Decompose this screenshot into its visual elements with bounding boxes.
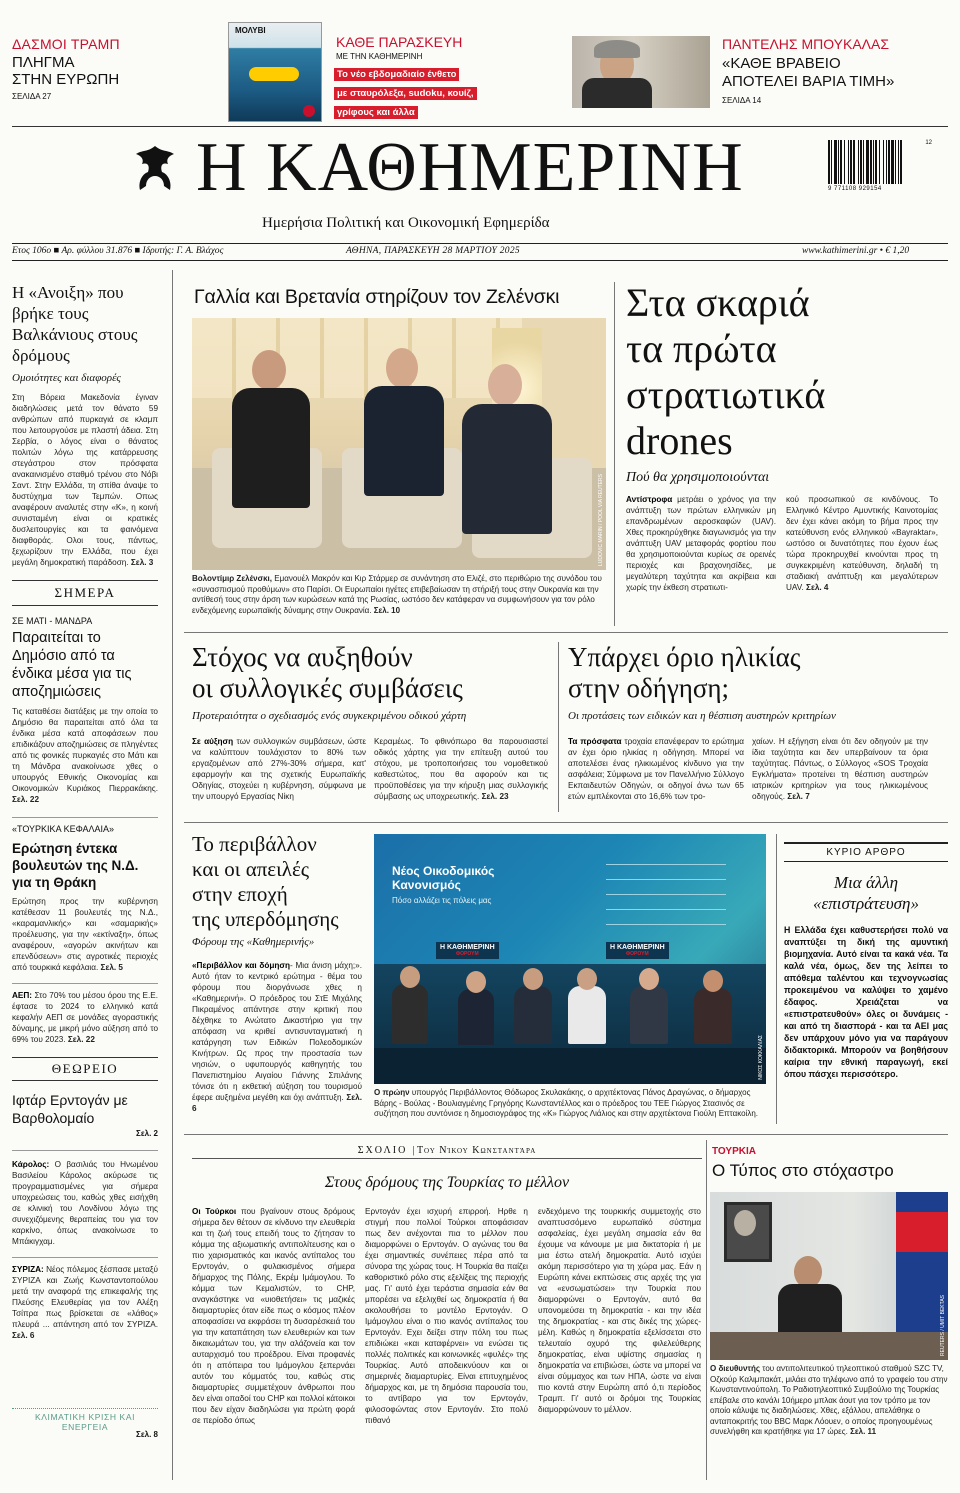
story-mati-title: Παραιτείται το Δημόσιο από τα ένδικα μέσα για τις αποζημιώσεις bbox=[12, 630, 132, 700]
barcode-bar bbox=[870, 140, 872, 184]
age-col-1: Τα πρόσφατα τροχαία επανέφεραν το ερώτημα αν έχει όριο ηλικίας η οδήγηση. Μπορεί να αποτελέσει ένας ηλικιωμένος κίνδυνο για την ασφάλεια; Σύμφωνα με τον Πανελλήνιο Σύλλογο Εκπαιδευτών Οδηγών, οι οδηγοί άνω των 65 ετών εμπλέκονται στο 16,6% των τρο- bbox=[568, 737, 744, 801]
environment-title-4: της υπερδόμησης bbox=[192, 907, 339, 931]
barcode bbox=[828, 140, 932, 196]
info-line-top bbox=[12, 243, 948, 244]
press-caption-lead: Ο διευθυντής bbox=[710, 1364, 761, 1373]
left-column-divider bbox=[172, 270, 173, 1480]
story-balkan-subtitle: Ομοιότητες και διαφορές bbox=[12, 372, 121, 384]
story-environment[interactable] bbox=[192, 832, 362, 1114]
story-mati[interactable] bbox=[12, 616, 158, 805]
environment-lead: «Περιβάλλον και δόμηση bbox=[192, 961, 290, 970]
contracts-divider bbox=[558, 642, 559, 812]
climate-footer[interactable] bbox=[12, 1408, 158, 1444]
drones-subtitle: Πού θα χρησιμοποιούνται bbox=[626, 470, 770, 485]
info-left: Ετος 106ο ■ Αρ. φύλλου 31.876 ■ Ιδρυτής: Γ. Α. Βλάχος bbox=[12, 246, 224, 256]
summit-photo-credit: LUDOVIC MARIN / POOL VIA REUTERS bbox=[598, 473, 604, 566]
contracts-subtitle: Προτεραιότητα ο σχεδιασμός ενός συγκεκριμένου οδικού χάρτη bbox=[192, 710, 467, 722]
commentary-label: ΣΧΟΛΙΟ bbox=[357, 1145, 408, 1156]
info-right[interactable]: www.kathimerini.gr • € 1,20 bbox=[802, 246, 910, 256]
forum-brand-2: Η ΚΑΘΗΜΕΡΙΝΗ ΦΟΡΟΥΜ bbox=[606, 942, 669, 959]
theory-header: ΘΕΩΡΕΙΟ bbox=[12, 1057, 158, 1081]
story-mati-kicker: ΣΕ ΜΑΤΙ - ΜΑΝΔΡΑ bbox=[12, 616, 93, 626]
barcode-bar bbox=[895, 140, 896, 184]
story-mati-body: Τις καταθέσει διατάξεις με την οποία το Δημόσιο θα παραιτείται από όλα τα ένδικα μέσα κατά αποφάσεων που επιδικάζουν αποζημιώσεις σε πληγέντες από τις φονικές πυρκαγιές στο Μάτι και τη Μάνδρα ανακοίνωσε χθες ο υπουργός Εθνικής Οικονομίας και Οικονομικών Κυριάκος Πιερρακάκης. Σελ. 22 bbox=[12, 707, 158, 804]
barcode-bar bbox=[853, 140, 855, 184]
barcode-bar bbox=[860, 140, 862, 184]
commentary-author: Του Νίκου Κωνσταντάρα bbox=[416, 1145, 537, 1156]
editorial-title-2: «επιστράτευση» bbox=[813, 894, 919, 913]
story-charles-lead: Κάρολος: bbox=[12, 1160, 50, 1169]
section-divider-3 bbox=[184, 1134, 948, 1135]
barcode-bar bbox=[850, 140, 852, 184]
barcode-bar bbox=[879, 140, 880, 184]
forum-title-1: Νέος Οικοδομικός bbox=[392, 864, 495, 878]
teaser-right-kicker: ΠΑΝΤΕΛΗΣ ΜΠΟΥΚΑΛΑΣ bbox=[722, 36, 890, 52]
barcode-bar bbox=[875, 140, 877, 184]
forum-photo bbox=[374, 834, 766, 1084]
drones-col-1: Αντίστροφα μετράει ο χρόνος για την ανάπτυξη των πρώτων ελληνικών μη επανδρωμένων αεροσκαφών (UAV). Χθες προκηρύχθηκε διαγωνισμός για την ανάπτυξη UAV μεταφοράς φορτίου που θα χρησιμοποιούνται κυρίως σε ορεινές περιοχές και βραχονησίδες, με μεγαλύτερη ταχύτητα και ακρίβεια και χωρίς την έκθεση στρατιωτι- bbox=[626, 495, 776, 592]
environment-title-1: Το περιβάλλον bbox=[192, 832, 317, 856]
story-charles-body: Κάρολος: Ο βασιλιάς του Ηνωμένου Βασιλείου Κάρολος ακύρωσε τις προγραμματισμένες για σήμερα υποχρεώσεις του, καθώς χθες εισήχθη σε κλινική του Λονδίνου λόγω της συνεχιζόμενης θεραπείας του για τον καρκίνο, όπως ανακοίνωσε το Μπάκιγχαμ. bbox=[12, 1160, 158, 1246]
teaser-left[interactable] bbox=[12, 36, 162, 101]
barcode-bar bbox=[831, 140, 832, 184]
forum-caption-lead: Ο πρώην bbox=[374, 1088, 410, 1097]
today-header: ΣΗΜΕΡΑ bbox=[12, 580, 158, 606]
speakers-list bbox=[606, 864, 726, 925]
story-press[interactable] bbox=[712, 1146, 948, 1181]
environment-body: «Περιβάλλον και δόμηση- Μια άνιση μάχη;». Αυτό ήταν το κεντρικό ερώτημα - θέμα του φόρουμ που διοργάνωσε χθες η «Καθημερινή». Ο πρόεδρος του ΣτΕ Μιχάλης Πικραμένος απάντησε στην κριτική που δέχθηκε το Ανώτατο Δικαστήριο για την απόφαση να κριθεί αντισυνταγματική η κατάργηση των Ειδικών Πολεοδομικών Κινήτρων. Ως προς την προστασία των νησιών, ο υφυπουργός καθηγητής του Πανεπιστημίου Αιγαίου Γιάννης Σπιλάνης τόνισε ότι η εκθετική αύξηση του τουρισμού έφερε αυξημένα μεγέθη και όχι ανάπτυξη. Σελ. 6 bbox=[192, 961, 362, 1113]
teaser-left-kicker: ΔΑΣΜΟΙ ΤΡΑΜΠ bbox=[12, 36, 120, 52]
contracts-title-1: Στόχος να αυξηθούν bbox=[192, 642, 413, 672]
environment-title-3: στην εποχή bbox=[192, 882, 288, 906]
teaser-right-quote-2: ΑΠΟΤΕΛΕΙ ΒΑΡΙΑ ΤΙΜΗ» bbox=[722, 73, 895, 90]
story-balkan[interactable] bbox=[12, 282, 158, 568]
contracts-col-1: Σε αύξηση των συλλογικών συμβάσεων, ώστε να καλύπτουν τουλάχιστον το 80% των εργαζομένων από 27%-30% σήμερα, κατ' εφαρμογήν και της σχετικής Ευρωπαϊκής Οδηγίας, στοχεύει η κυβέρνηση, σύμφωνα με την υπουργό Εργασίας Νίκη bbox=[192, 737, 366, 801]
barcode-bar bbox=[840, 140, 842, 184]
barcode-bar bbox=[848, 140, 849, 184]
barcode-bar bbox=[834, 140, 837, 184]
forum-photo-credit: ΝΙΚΟΣ ΚΟΚΚΑΛΙΑΣ bbox=[758, 1035, 764, 1080]
masthead-logo bbox=[128, 142, 182, 196]
age-title bbox=[568, 642, 948, 704]
info-center: ΑΘΗΝΑ, ΠΑΡΑΣΚΕΥΗ 28 ΜΑΡΤΙΟΥ 2025 bbox=[346, 246, 520, 256]
barcode-bar bbox=[886, 140, 887, 184]
story-gdp-body: ΑΕΠ: Στο 70% του μέσου όρου της Ε.Ε. έφτασε το 2024 το ελληνικό κατά κεφαλήν ΑΕΠ σε μονάδες αγοραστικής δύναμης, με μικρή μόνο αύξηση από το 69% του 2023. Σελ. 22 bbox=[12, 991, 158, 1044]
commentary-col-2: Ερντογάν έχει ισχυρή επιρροή. Ηρθε η στιγμή που πολλοί Τούρκοι αποφάσισαν πως δεν ανέχονται πια το μέλλον που διαμορφώνει ο Ερντογάν. Ο αγώνας του θα έχει σημαντικές συνέπειες πέρα από τα σύνορα της χώρας τους. Η Τουρκία θα παίζει καθοριστικό ρόλο στις εξελίξεις της περιοχής μας. Γι' αυτό έχει τεράστια σημασία εάν θα μπορέσει να εξελιχθεί ως δημοκρατία ή θα ακολουθήσει το μοντέλο Ερντογάν. Ο Ιμάμογλου είναι ο πιο ικανός αντίπαλος του Ερντογάν. Εχει δείξει στην πόλη του πως επιδιώκει «και καταφέρνει» να ενώσει τις πολλές πολιτικές και κοινωνικές «φυλές» της Τουρκίας. Αυτό αποδεικνύουν και οι σημερινές διαμαρτυρίες. Είναι επιτυχημένος δήμαρχος και, με τη δημόσια παρουσία του, το αντίβαρο για τον Ερντογάν, φιλοσοφώντας στον Ερντογάν. Στο πολύ πιθανό bbox=[365, 1207, 528, 1425]
teaser-left-title-1: ΠΛΗΓΜΑ bbox=[12, 54, 75, 71]
submarine-shape bbox=[249, 67, 299, 81]
environment-title bbox=[192, 832, 362, 932]
barcode-bar bbox=[888, 140, 890, 184]
story-drones[interactable] bbox=[626, 280, 950, 593]
forum-caption: Ο πρώην υπουργός Περιβάλλοντος Θόδωρος Σκυλακάκης, ο αρχιτέκτονας Πάνος Δραγώνας, ο δήμαρχος Βάρης - Βούλας - Βουλιαγμένης Γρηγόρης Κωνσταντέλλος και ο πρόεδρος του ΤΕΕ Γιώργος Στασινός σε συζήτηση που συντόνισε η δημοσιογράφος της «Κ» Γιώργος Λιάλιος και στην αρχιτέκτονα Γιούλη Επτακοίλη. bbox=[374, 1088, 759, 1118]
forum-brand-1: Η ΚΑΘΗΜΕΡΙΝΗ ΦΟΡΟΥΜ bbox=[436, 942, 499, 959]
editorial-body: Η Ελλάδα έχει καθυστερήσει πολύ να αναπτύξει τη δική της αμυντική βιομηχανία. Αυτό είναι τα κακά νέα. Τα καλά νέα, όμως, δεν της λείπει το απόθεμα ταλέντου και τεχνογνωσίας προκειμένου να καλύψει το χαμένο έδαφος. Χρειάζεται να «επιστρατευθούν» όλες οι δυνάμεις - και από τη διασπορά - και τα ΑΕΙ μας δεν υπάρχουν μόνο για να παράγουν διδακτορικά. Μπορούν να βοηθήσουν καίρια την εθνική παραγωγή, εκεί όπου πάσχει περισσότερο. bbox=[784, 925, 948, 1079]
boukalas-photo bbox=[572, 36, 710, 108]
age-lead: Τα πρόσφατα bbox=[568, 737, 622, 746]
photo-divider bbox=[614, 282, 615, 626]
barcode-bar bbox=[838, 140, 839, 184]
story-charles[interactable] bbox=[12, 1150, 158, 1247]
editorial-header: ΚΥΡΙΟ ΑΡΘΡΟ bbox=[784, 842, 948, 862]
climate-footer-ref: Σελ. 8 bbox=[136, 1430, 158, 1439]
teaser-right[interactable] bbox=[572, 36, 950, 116]
environment-subtitle: Φόρουμ της «Καθημερινής» bbox=[192, 936, 315, 948]
barcode-bar bbox=[898, 140, 899, 184]
masthead-title: Η ΚΑΘΗΜΕΡΙΝΗ bbox=[196, 129, 744, 206]
barcode-bar bbox=[900, 140, 902, 184]
section-divider-2 bbox=[184, 822, 948, 823]
age-title-2: στην οδήγηση; bbox=[568, 673, 730, 703]
story-syriza-body: ΣΥΡΙΖΑ: Νέος πόλεμος ξέσπασε μεταξύ ΣΥΡΙΖΑ και Ζωής Κωνσταντοπούλου μετά την αναφορά της επικεφαλής της Πλεύσης Ελευθερίας για τον Αλέξη Τσίπρα πως βρίσκεται σε «λάθος» πλευρά ... απάντηση από τον ΣΥΡΙΖΑ. Σελ. 6 bbox=[12, 1265, 158, 1340]
story-syriza[interactable] bbox=[12, 1257, 158, 1341]
teaser-middle-sub: ΜΕ ΤΗΝ ΚΑΘΗΜΕΡΙΝΗ bbox=[336, 52, 423, 61]
press-photo-credit: REUTERS / UMIT BEKTAS bbox=[940, 1295, 946, 1356]
moluvi-thumbnail bbox=[228, 22, 322, 122]
story-iftar-ref: Σελ. 2 bbox=[136, 1129, 158, 1138]
commentary-col-1: Οι Τούρκοι που βγαίνουν στους δρόμους σήμερα δεν θέτουν σε κίνδυνο την ελευθερία και τη ζωή τους επειδή τους το ζήτησαν το κόμμα της αξιωματικής αντιπολίτευσης και ο πιο χαρισματικός και ικανός αντίπαλος του Ερντογάν, ο φυλακισμένος σήμερα δήμαρχος της Πόλης, Εκρέμ Ιμάμογλου. Το κόμμα των Κεμαλιστών, το CHP, αναγκάστηκε να «υιοθετήσει» τις μαζικές διαμαρτυρίες όταν είδε πως ο κόσμος πλέον αποφασίσει να εκφράσει τη δυσαρέσκειά του για την καταπάτηση των ελευθεριών και των δικαιωμάτων του, για την αλάζονεία και τον αυταρχισμό του προέδρου. Είναι προφανές ότι η απόπειρα του Ιμάμογλου ξεπερνάει αυτόν του κόμματός του, καθώς στις διαμαρτυρίες συμμετέχουν άνθρωποι που δεν είναι οπαδοί του CHP και πολλοί κάτοικοι που δεν είχαν διαδηλώσει για πρώτη φορά σε περίοδο όπως bbox=[192, 1207, 355, 1425]
editorial-title bbox=[784, 872, 948, 914]
press-caption: Ο διευθυντής του αντιπολιτευτικού τηλεοπτικού σταθμού SZC TV, Οζκούρ Καλιμπακάτ, μιλάει στο τηλέφωνο από το γραφείο του στην Κωνσταντινούπολη. Το Ραδιοτηλεοπτικό Συμβούλιο της Τουρκίας επέβαλε στο κανάλι 10ήμερο μπλακ άουτ για τον τρόπο με τον οποίο κάλυψε τις διαδηλώσεις. Χθες, εξάλλου, απελάθηκε ο ανταποκριτής του BBC Μαρκ Λόουεν, ο οποίος προηγουμένως συνελήφθη και κρατήθηκε για 17 ώρες. Σελ. 11 bbox=[710, 1364, 948, 1436]
story-gdp-lead: ΑΕΠ: bbox=[12, 991, 33, 1000]
teaser-middle[interactable] bbox=[228, 22, 518, 122]
environment-title-2: και οι απειλές bbox=[192, 857, 310, 881]
story-syriza-lead: ΣΥΡΙΖΑ: bbox=[12, 1265, 44, 1274]
editorial-divider bbox=[776, 834, 777, 1124]
story-balkan-title: Η «Ανοιξη» που βρήκε τους Βαλκάνιους στους δρόμους bbox=[12, 283, 138, 365]
story-thrace-kicker: «ΤΟΥΡΚΙΚΑ ΚΕΦΑΛΑΙΑ» bbox=[12, 824, 115, 834]
promo-line-1: Το νέο εβδομαδιαίο ένθετο bbox=[334, 68, 459, 81]
barcode-bar bbox=[883, 140, 884, 184]
commentary-body bbox=[192, 1206, 702, 1426]
age-subtitle: Οι προτάσεις των ειδικών και η θέσπιση αυστηρών κριτηρίων bbox=[568, 710, 836, 722]
barcode-bars bbox=[828, 140, 928, 184]
barcode-issue: 12 bbox=[925, 140, 932, 146]
promo-line-2: με σταυρόλεξα, sudoku, κουίζ, bbox=[334, 87, 477, 100]
commentary-col-3: ενδεχόμενο της τουρκικής συμμετοχής στο αναπτυσσόμενο ευρωπαϊκό σύστημα ασφαλείας, έχει μεγάλη σημασία εάν θα έχουμε να κάνουμε με μια δικτατορία ή με μια έστω ατελή δημοκρατία. Αυτό ισχύει ακόμη περισσότερο για τη χώρα μας. Εάν η Ευρώπη κάνει εκπτώσεις στις αρχές της για να «ενσωματώσει» την Τουρκία που διαμορφώνει ο Ερντογάν, αυτό θα υπονομεύσει τη δημοκρατία - και την ιδέα της δημοκρατίας - και στις δικές της χώρες-μέλη. Καθώς η δημοκρατία εξελίσσεται στο τελευταίο οχυρό της φιλελεύθερης δημοκρατίας, είναι υψίστης σημασίας η δημοκρατία να επιβιώσει, ώστε να μπορεί να είναι σύμμαχος και των ΗΠΑ, ώστε να είναι πιο κοντά στην Ευρώπη από ό,τι περίοδος Τραμπ. Γι' αυτό οι δρόμοι της Τουρκίας διαμορφώνουν το μέλλον. bbox=[538, 1207, 701, 1414]
badge-circle bbox=[303, 105, 315, 117]
press-title: Ο Τύπος στο στόχαστρο bbox=[712, 1161, 894, 1180]
drones-title-2: τα πρώτα bbox=[626, 326, 777, 371]
section-divider-1 bbox=[184, 632, 948, 633]
moluvi-label: ΜΟΛΥΒΙ bbox=[235, 26, 266, 35]
teaser-middle-kicker: ΚΑΘΕ ΠΑΡΑΣΚΕΥΗ bbox=[336, 34, 463, 50]
story-thrace-title: Ερώτηση έντεκα βουλευτών της Ν.Δ. για τη Θράκη bbox=[12, 841, 139, 890]
teaser-right-quote-1: «ΚΑΘΕ ΒΡΑΒΕΙΟ bbox=[722, 55, 841, 72]
barcode-bar bbox=[866, 140, 869, 184]
drones-title-3: στρατιωτικά bbox=[626, 372, 826, 417]
climate-footer-logo: ΚΛΙΜΑΤΙΚΗ ΚΡΙΣΗ ΚΑΙ ΕΝΕΡΓΕΙΑ bbox=[12, 1408, 158, 1432]
barcode-bar bbox=[844, 140, 845, 184]
commentary-title[interactable]: Στους δρόμους της Τουρκίας το μέλλον bbox=[324, 1174, 570, 1191]
drones-lead: Αντίστροφα bbox=[626, 495, 673, 504]
info-line-bottom bbox=[12, 260, 948, 261]
teaser-left-ref: ΣΕΛΙΔΑ 27 bbox=[12, 92, 52, 101]
teaser-left-title-2: ΣΤΗΝ ΕΥΡΩΠΗ bbox=[12, 71, 120, 88]
story-contracts[interactable] bbox=[192, 642, 548, 802]
contracts-title bbox=[192, 642, 548, 704]
summit-caption-lead: Βολοντίμιρ Ζελένσκι, bbox=[192, 574, 273, 583]
commentary-lead: Οι Τούρκοι bbox=[192, 1207, 237, 1216]
drones-title-4: drones bbox=[626, 418, 733, 463]
story-thrace-body: Ερώτηση προς την κυβέρνηση κατέθεσαν 11 βουλευτές της Ν.Δ., «καραμανλικής» και «σαμαρικής» προέλευσης, για την «εκτίναξη», όπως αναφέρουν, «αγορών ακινήτων και επενδύσεων» στις αγροτικές περιοχές από τουρκικά κεφάλαια. Σελ. 5 bbox=[12, 897, 158, 972]
phoenix-icon bbox=[128, 142, 182, 196]
story-iftar-title: Ιφτάρ Ερντογάν με Βαρθολομαίο bbox=[12, 1092, 128, 1126]
story-gdp[interactable] bbox=[12, 983, 158, 1045]
story-age[interactable] bbox=[568, 642, 948, 802]
barcode-bar bbox=[891, 140, 894, 184]
story-iftar[interactable] bbox=[12, 1091, 158, 1138]
barcode-bar bbox=[828, 140, 830, 184]
press-photo bbox=[710, 1192, 948, 1360]
left-column bbox=[12, 282, 158, 1341]
teaser-right-ref: ΣΕΛΙΔΑ 14 bbox=[722, 96, 762, 105]
forum-title bbox=[392, 864, 494, 892]
story-balkan-body: Στη Βόρεια Μακεδονία έγιναν διαδηλώσεις μετά τον θάνατο 59 ανθρώπων από πυρκαγιά σε κλαμπ που λειτουργούσε με πλαστή άδεια. Στη Σερβία, ο λόγος είναι ο θάνατος πολιτών λόγω της κατάρρευσης στεγάστρου στον πρόσφατα ανακαινισμένο σταθμό τρένου στο Νόβι Σαντ. Στην Ελλάδα, τη σπίθα άναψε το δυστύχημα των Τεμπών. Οπως αναφέρουν αναλυτές στην «Κ», η κοινή συνισταμένη είναι οι κρατικές δυσλειτουργίες και τα φαινόμενα διαφθοράς. Ολοι τους, πάντως, ξεχωρίζουν την Ελλάδα, που έχει μεγάλη δημοκρατική παράδοση. Σελ. 3 bbox=[12, 393, 158, 567]
commentary-separator: | bbox=[412, 1145, 417, 1156]
teaser-divider bbox=[12, 126, 948, 127]
commentary-header-rule bbox=[192, 1158, 702, 1159]
masthead-subtitle: Ημερήσια Πολιτική και Οικονομική Εφημερίδα bbox=[262, 215, 550, 231]
editorial-title-1: Μια άλλη bbox=[833, 873, 899, 892]
contracts-lead: Σε αύξηση bbox=[192, 737, 234, 746]
summit-caption: Βολοντίμιρ Ζελένσκι, Εμανουέλ Μακρόν και Κιρ Στάρμερ σε συνάντηση στο Ελιζέ, στο περιθώριο της συνόδου του «συνασπισμού προθύμων» στο Παρίσι. Οι Ευρωπαίοι ηγέτες επιβεβαίωσαν τη στήριξή τους στην Ουκρανία και την αντίθεσή τους στην άρση των κυρώσεων κατά της Ρωσίας, ωστόσο δεν κατάφεραν να συμφωνήσουν για τον ρόλο ενδεχόμενης ευρωπαϊκής δύναμης στην Ουκρανία. Σελ. 10 bbox=[192, 574, 602, 615]
drones-col-2: κού προσωπικού σε κινδύνους. Το Ελληνικό Κέντρο Αμυντικής Καινοτομίας δεν έχει κάνει ακόμη το βήμα προς την κατεύθυνση ενός ελληνικού «Bayraktar», ωστόσο οι δυνατότητες που έχουν έως τώρα προκηρυχθεί κινούνται προς τη συγκεκριμένη κατεύθυνση, δηλαδή τη σταδιακή ανάπτυξη και μεγαλύτερων UAV. Σελ. 4 bbox=[786, 495, 938, 592]
editorial-box[interactable] bbox=[784, 842, 948, 1080]
summit-photo bbox=[192, 318, 606, 570]
forum-title-2: Κανονισμός bbox=[392, 878, 461, 892]
story-thrace[interactable] bbox=[12, 817, 158, 973]
barcode-number: 9 771108 929154 bbox=[828, 186, 882, 192]
barcode-bar bbox=[873, 140, 874, 184]
drones-title bbox=[626, 280, 950, 464]
commentary-header bbox=[192, 1138, 702, 1157]
drones-title-1: Στα σκαριά bbox=[626, 280, 810, 325]
age-col-2: χαίων. Η εξήγηση είναι ότι δεν οδηγούν με την ίδια ταχύτητα και δεν υπερβαίνουν τα όρια ταχύτητας. Πάντως, ο Σύλλογος «SOS Τροχαία Εγκλήματα» προτείνει τη θέσπιση αυστηρών ιατρικών κριτηρίων για τους ηλικιωμένους οδηγούς. Σελ. 7 bbox=[752, 737, 928, 801]
contracts-col-2: Κεραμέως. Το φθινόπωρο θα παρουσιαστεί οδικός χάρτης για την επίτευξη αυτού του στόχου, με τροποποιήσεις του νομοθετικού καθεστώτος, που θα αφορούν και τις προϋποθέσεις για την κήρυξη μιας συλλογικής σύμβασης ως υποχρεωτικής. Σελ. 23 bbox=[374, 737, 548, 801]
promo-line-3: γρίφους και άλλα bbox=[334, 106, 418, 119]
contracts-title-2: οι συλλογικές συμβάσεις bbox=[192, 673, 463, 703]
teaser-middle-promo bbox=[334, 64, 520, 120]
barcode-bar bbox=[858, 140, 859, 184]
press-divider bbox=[706, 1140, 707, 1480]
forum-subtitle: Πόσο αλλάζει τις πόλεις μας bbox=[392, 896, 492, 905]
press-kicker: ΤΟΥΡΚΙΑ bbox=[712, 1146, 756, 1157]
barcode-bar bbox=[863, 140, 864, 184]
photo-headline[interactable]: Γαλλία και Βρετανία στηρίζουν τον Ζελένσκι bbox=[194, 286, 560, 308]
age-title-1: Υπάρχει όριο ηλικίας bbox=[568, 642, 801, 672]
